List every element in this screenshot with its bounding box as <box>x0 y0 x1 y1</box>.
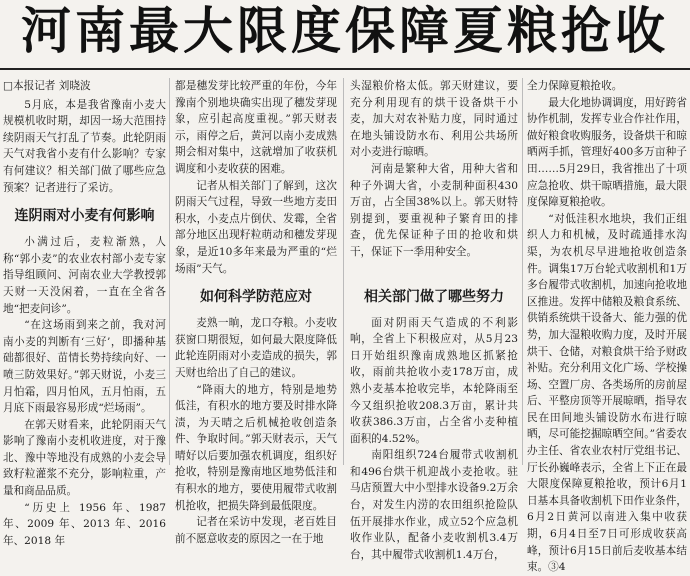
section-heading: 如何科学防范应对 <box>200 289 312 306</box>
paragraph: 面对阴雨天气造成的不利影响，全省上下积极应对，从5月23日开始组织豫南成熟地区抓紧抢收，雨前共抢收小麦178万亩，成熟小麦基本抢收完毕，本轮降雨至今又组织抢收208.3万亩，累计共收获386.3万亩，占全省小麦种植面积的4.52%。 <box>350 316 518 445</box>
paragraph: 5月底，本是我省豫南小麦大规模机收时期，却因一场大范围持续阴雨天气打乱了节奏。此轮阴雨天气对我省小麦有什么影响？专家有何建议？相关部门做了哪些应急预案？记者进行了采访。 <box>3 98 166 194</box>
paragraph: 麦熟一晌，龙口夺粮。小麦收获窗口期很短，如何最大限度降低此轮连阴雨对小麦造成的损失，郭天财也给出了自己的建议。 <box>175 317 337 379</box>
paragraph: “对低洼积水地块，我们正组织人力和机械，及时疏通排水沟渠，为农机尽早进地抢收创造条件。调集17万台轮式收割机和1万多台履带式收割机，加速向抢收地区推进。发挥中储粮及粮食系统、供销系统烘干设备大、能力强的优势，加大湿粮收购力度，及时开展烘干、仓储，对粮食烘干给予财政补贴。充分利用文化广场、学校操场、空置厂房、各类场所的房前屋后、平整房顶等开展晾晒，指导农民在田间地头铺设防水布进行晾晒，尽可能挖掘晾晒空间。”省委农办主任、省农业农村厅党组书记、厅长孙巍峰表示，全省上下正在最大限度保障夏粮抢收，预计6月1日基本具备收割机下田作业条件，6月2日黄河以南进入集中收获期，6月4日至7日可形成收获高峰，预计6月15日前后麦收基本结束。③4 <box>527 212 687 574</box>
headline-rule <box>0 68 690 70</box>
headline: 河南最大限度保障夏粮抢收 <box>21 2 669 60</box>
section-heading: 相关部门做了哪些努力 <box>364 288 504 305</box>
column-divider <box>169 78 170 465</box>
paragraph: “降雨大的地方，特别是地势低洼，有积水的地方要及时排水降渍，为天晴之后机械抢收创造条件、争取时间。”郭天财表示，天气晴好以后要加强农机调度，组织好抢收，特别是豫南地区地势低洼和有积水的地方，要使用履带式收割机抢收，把损失降到最低限度。 <box>175 383 337 512</box>
section-heading: 连阴雨对小麦有何影响 <box>14 208 155 225</box>
paragraph: 在郭天财看来，此轮阴雨天气影响了豫南小麦机收进度，对于豫北、豫中等地没有成熟的小麦会导致籽粒灌浆不充分，影响粒重，产量和商品品质。 <box>3 418 166 498</box>
paragraph: 小满过后，麦粒渐熟，人称“郭小麦”的农业农村部小麦专家指导组顾问、河南农业大学教授郭天财一天没闲着，一直在全省各地“把麦问诊”。 <box>3 236 166 315</box>
paragraph: 记者在采访中发现，老百姓目前不愿意收麦的原因之一在于地 <box>175 516 337 545</box>
paragraph: 南阳组织724台履带式收割机和496台烘干机迎战小麦抢收。驻马店预置大中小型排水设备9.2万余台，对发生内涝的农田组织抢险队伍开展排水作业，成立52个应急机收作业队，配备小麦收割机3.4万台，其中履带式收割机1.4万台， <box>350 449 518 561</box>
article-column-2 <box>175 78 337 545</box>
article-column-3 <box>350 78 518 561</box>
paragraph: 记者从相关部门了解到，这次阴雨天气过程，导致一些地方麦田积水，小麦点片倒伏、发霉，全省部分地区出现籽粒萌动和穗发芽现象，是近10多年来最为严重的“烂场雨”天气。 <box>175 179 337 275</box>
article-column-4 <box>527 78 687 574</box>
column-divider <box>343 78 344 465</box>
paragraph: 都是穗发芽比较严重的年份，今年豫南个别地块确实出现了穗发芽现象，应引起高度重视。”郭天财表示，雨停之后，黄河以南小麦成熟期会相对集中，这就增加了收获机调度和小麦收获的困难。 <box>175 80 337 175</box>
paragraph: 全力保障夏粮抢收。 <box>527 80 623 92</box>
paragraph: 头湿粮价格太低。郭天财建议，要充分利用现有的烘干设备烘干小麦，加大对农补贴力度，同时通过在地头铺设防水布、利用公共场所对小麦进行晾晒。 <box>350 80 518 159</box>
article-column-1 <box>3 78 166 547</box>
paragraph: “在这场雨到来之前，我对河南小麦的判断有‘三好’，即播种基础都很好、苗情长势持续向好、一喷三防效果好。”郭天财说，小麦三月怕霜，四月怕风，五月怕雨，五月底下雨最容易形成“烂场雨”。 <box>3 319 166 415</box>
paragraph: 最大化地协调调度，用好跨省协作机制，发挥专业合作社作用，做好粮食收购服务，设备烘干和晾晒两手抓，管理好400多万亩种子田……5月29日，我省推出了十项应急抢收、烘干晾晒措施，最大限度保障夏粮抢收。 <box>527 96 687 209</box>
column-divider <box>522 78 523 465</box>
byline: □本报记者 刘晓波 <box>3 80 91 92</box>
paragraph: “历史上 1956 年、1987 年、2009 年、2013 年、2016 年、2018 年 <box>3 501 166 547</box>
paragraph: 河南是繁种大省，用种大省和种子外调大省，小麦制种面积430万亩，占全国38%以上。郭天财特别提到，要重视种子繁育田的排查，优先保证种子田的抢收和烘干，保证下一季用种安全。 <box>350 162 518 258</box>
